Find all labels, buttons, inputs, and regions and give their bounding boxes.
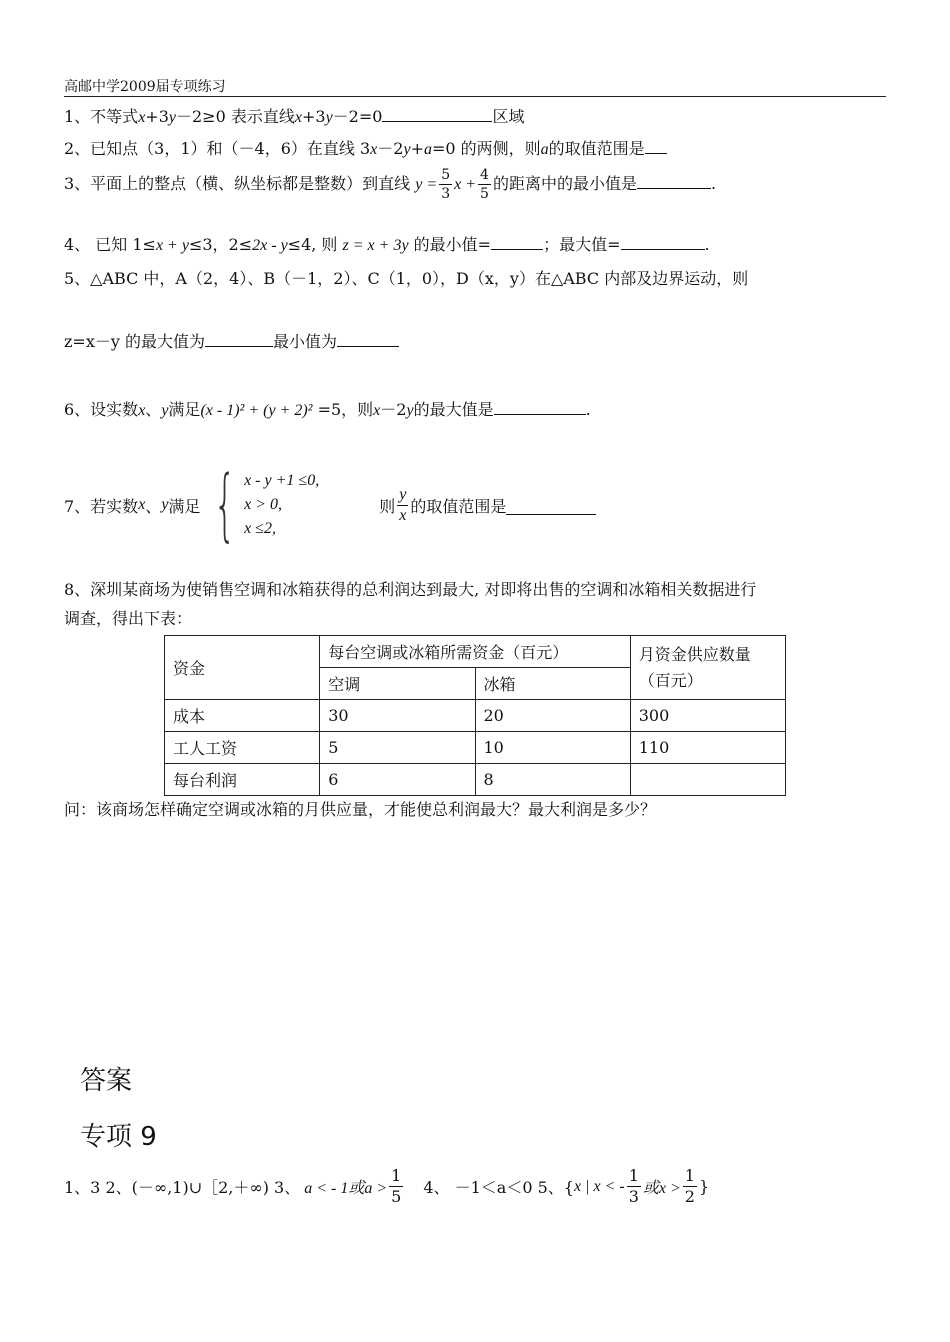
table-header-cell: 冰箱 <box>475 668 630 700</box>
table-header-cell: 空调 <box>320 668 475 700</box>
question-3 <box>64 168 716 201</box>
denominator: 5 <box>480 186 489 202</box>
table-cell: 每台利润 <box>165 764 320 796</box>
q1-var: y <box>168 109 176 126</box>
table-row <box>165 764 786 796</box>
q6-text: －2 <box>380 400 407 419</box>
question-8-line1: 8、深圳某商场为使销售空调和冰箱获得的总利润达到最大, 对即将出售的空调和冰箱相关数据进行 <box>64 580 757 599</box>
table-header-cell: 月资金供应数量（百元） <box>630 636 785 700</box>
q6-text: 、 <box>145 400 162 419</box>
inequality-system <box>200 460 320 550</box>
q6-text: 6、设实数 <box>64 400 139 419</box>
fraction <box>478 168 491 201</box>
answer-blank[interactable] <box>645 139 667 154</box>
table-cell: 工人工资 <box>165 732 320 764</box>
q1-text: －2=0 <box>332 107 383 126</box>
q7-text: 满足 <box>168 496 201 516</box>
question-6 <box>64 397 591 420</box>
answer-text: 1、3 2、(－∞,1)∪［2,＋∞) 3、 <box>64 1178 301 1197</box>
q2-var: y <box>403 141 411 158</box>
denominator: 3 <box>441 186 451 202</box>
fraction <box>389 1168 403 1205</box>
q4-text: ≤3，2≤ <box>188 235 253 254</box>
q4-text: . <box>704 235 710 254</box>
left-brace-icon: { <box>214 460 237 550</box>
q6-var: x <box>138 402 146 419</box>
q7-text: 、 <box>145 496 162 516</box>
question-7 <box>64 460 596 550</box>
answer-blank[interactable] <box>494 400 586 415</box>
page-header-title: 高邮中学2009届专项练习 <box>64 79 226 95</box>
numerator: 4 <box>480 167 489 183</box>
q6-math: (x - 1)² + (y + 2)² <box>200 402 313 419</box>
q2-var: a <box>423 141 432 158</box>
q4-math: x + y <box>155 237 189 254</box>
answer-blank[interactable] <box>506 500 596 515</box>
q1-var: y <box>325 109 333 126</box>
q6-var: x <box>373 402 381 419</box>
q1-var: x <box>294 109 302 126</box>
table-cell: 成本 <box>165 700 320 732</box>
q6-var: y <box>406 402 414 419</box>
q4-math: 2x - y <box>252 237 288 254</box>
denominator: 3 <box>628 1187 639 1206</box>
question-5-line1: 5、△ABC 中，A（2，4）、B（－1，2）、C（1，0），D（x，y）在△ABC 内部及边界运动，则 <box>64 269 749 288</box>
q2-text: 2、已知点（3，1）和（－4，6）在直线 3 <box>64 139 371 158</box>
q6-text: 满足 <box>168 400 201 419</box>
table-cell: 5 <box>320 732 475 764</box>
q2-text: + <box>410 139 424 158</box>
table-cell: 10 <box>475 732 630 764</box>
q4-text: ；最大值= <box>543 235 621 254</box>
system-line: x - y +1 ≤0, <box>244 472 320 489</box>
q4-text: 的最小值= <box>413 235 492 254</box>
table-cell: 30 <box>320 700 475 732</box>
q7-text: 7、若实数 <box>64 496 139 516</box>
answer-blank[interactable] <box>382 107 492 122</box>
answer-blank[interactable] <box>637 174 711 189</box>
header-rule <box>64 96 886 97</box>
fraction <box>627 1168 641 1205</box>
numerator: 5 <box>441 167 451 183</box>
question-8-question: 问：该商场怎样确定空调或冰箱的月供应量，才能使总利润最大？最大利润是多少？ <box>64 800 657 819</box>
q3-math: x + <box>454 176 477 193</box>
answer-text: } <box>698 1177 710 1196</box>
q3-math: y = <box>415 176 438 193</box>
q1-text: －2≥0 表示直线 <box>176 107 295 126</box>
table-header-cell: 资金 <box>165 636 320 700</box>
denominator: x <box>399 506 407 524</box>
table-header-cell: 每台空调或冰箱所需资金（百元） <box>320 636 631 668</box>
q6-text: . <box>585 400 591 419</box>
q5-text: 最小值为 <box>273 332 338 351</box>
answer-math: 或x > <box>642 1180 681 1197</box>
table-row <box>165 700 786 732</box>
numerator: 1 <box>628 1166 639 1185</box>
q1-text: 区域 <box>492 107 525 126</box>
table-cell: 300 <box>630 700 785 732</box>
answers-line <box>64 1168 709 1205</box>
q7-text: 的取值范围是 <box>410 496 507 516</box>
question-8-line2: 调查，得出下表： <box>64 609 193 628</box>
numerator: y <box>397 487 408 506</box>
fraction <box>439 168 452 201</box>
q3-text: . <box>710 174 717 193</box>
answers-subheading: 专项 9 <box>80 1122 157 1152</box>
answer-blank[interactable] <box>337 332 399 347</box>
q6-text: 的最大值是 <box>413 400 494 419</box>
q6-var: y <box>161 402 169 419</box>
answers-heading: 答案 <box>80 1066 133 1096</box>
answer-math: a < - 1或a > <box>304 1180 388 1197</box>
q4-text: ≤4, 则 <box>287 235 338 254</box>
table-cell: 20 <box>475 700 630 732</box>
data-table <box>164 635 786 796</box>
q1-text: +3 <box>145 107 169 126</box>
fraction <box>683 1168 697 1205</box>
question-4 <box>64 232 710 255</box>
q7-var: x <box>138 496 146 513</box>
answer-blank[interactable] <box>491 235 543 250</box>
table-row <box>165 636 786 668</box>
numerator: 1 <box>684 1166 695 1185</box>
answer-text: 4、 －1＜a＜0 5、{ <box>423 1178 574 1197</box>
q2-text: 的取值范围是 <box>548 139 645 158</box>
q3-text: 3、平面上的整点（横、纵坐标都是整数）到直线 <box>64 174 411 193</box>
answer-blank[interactable] <box>621 235 705 250</box>
question-5-line2 <box>64 329 399 352</box>
table-cell: 110 <box>630 732 785 764</box>
numerator: 1 <box>391 1166 402 1185</box>
q1-text: 1、不等式 <box>64 107 139 126</box>
table-row <box>165 732 786 764</box>
q5-text: z=x－y 的最大值为 <box>64 332 205 351</box>
answer-math: x | x < - <box>573 1177 625 1195</box>
fraction <box>397 487 408 524</box>
system-line: x > 0, <box>244 496 282 513</box>
table-cell: 6 <box>320 764 475 796</box>
question-2 <box>64 136 667 159</box>
answer-blank[interactable] <box>205 332 273 347</box>
q6-text: =5，则 <box>317 400 374 419</box>
q7-var: y <box>161 496 169 513</box>
q1-text: +3 <box>301 107 326 126</box>
q2-text: =0 的两侧，则 <box>431 139 541 158</box>
q4-math: z = x + 3y <box>342 237 409 254</box>
system-line: x ≤2, <box>244 520 276 537</box>
q2-text: －2 <box>377 139 404 158</box>
q7-text: 则 <box>379 496 396 516</box>
q2-var: a <box>540 141 549 158</box>
q4-text: 4、 已知 1≤ <box>64 235 156 254</box>
table-cell <box>630 764 785 796</box>
q2-var: x <box>370 141 378 158</box>
denominator: 2 <box>684 1187 695 1206</box>
table-cell: 8 <box>475 764 630 796</box>
question-1 <box>64 104 524 127</box>
q3-text: 的距离中的最小值是 <box>492 174 637 193</box>
q1-var: x <box>138 109 146 126</box>
denominator: 5 <box>391 1187 402 1206</box>
